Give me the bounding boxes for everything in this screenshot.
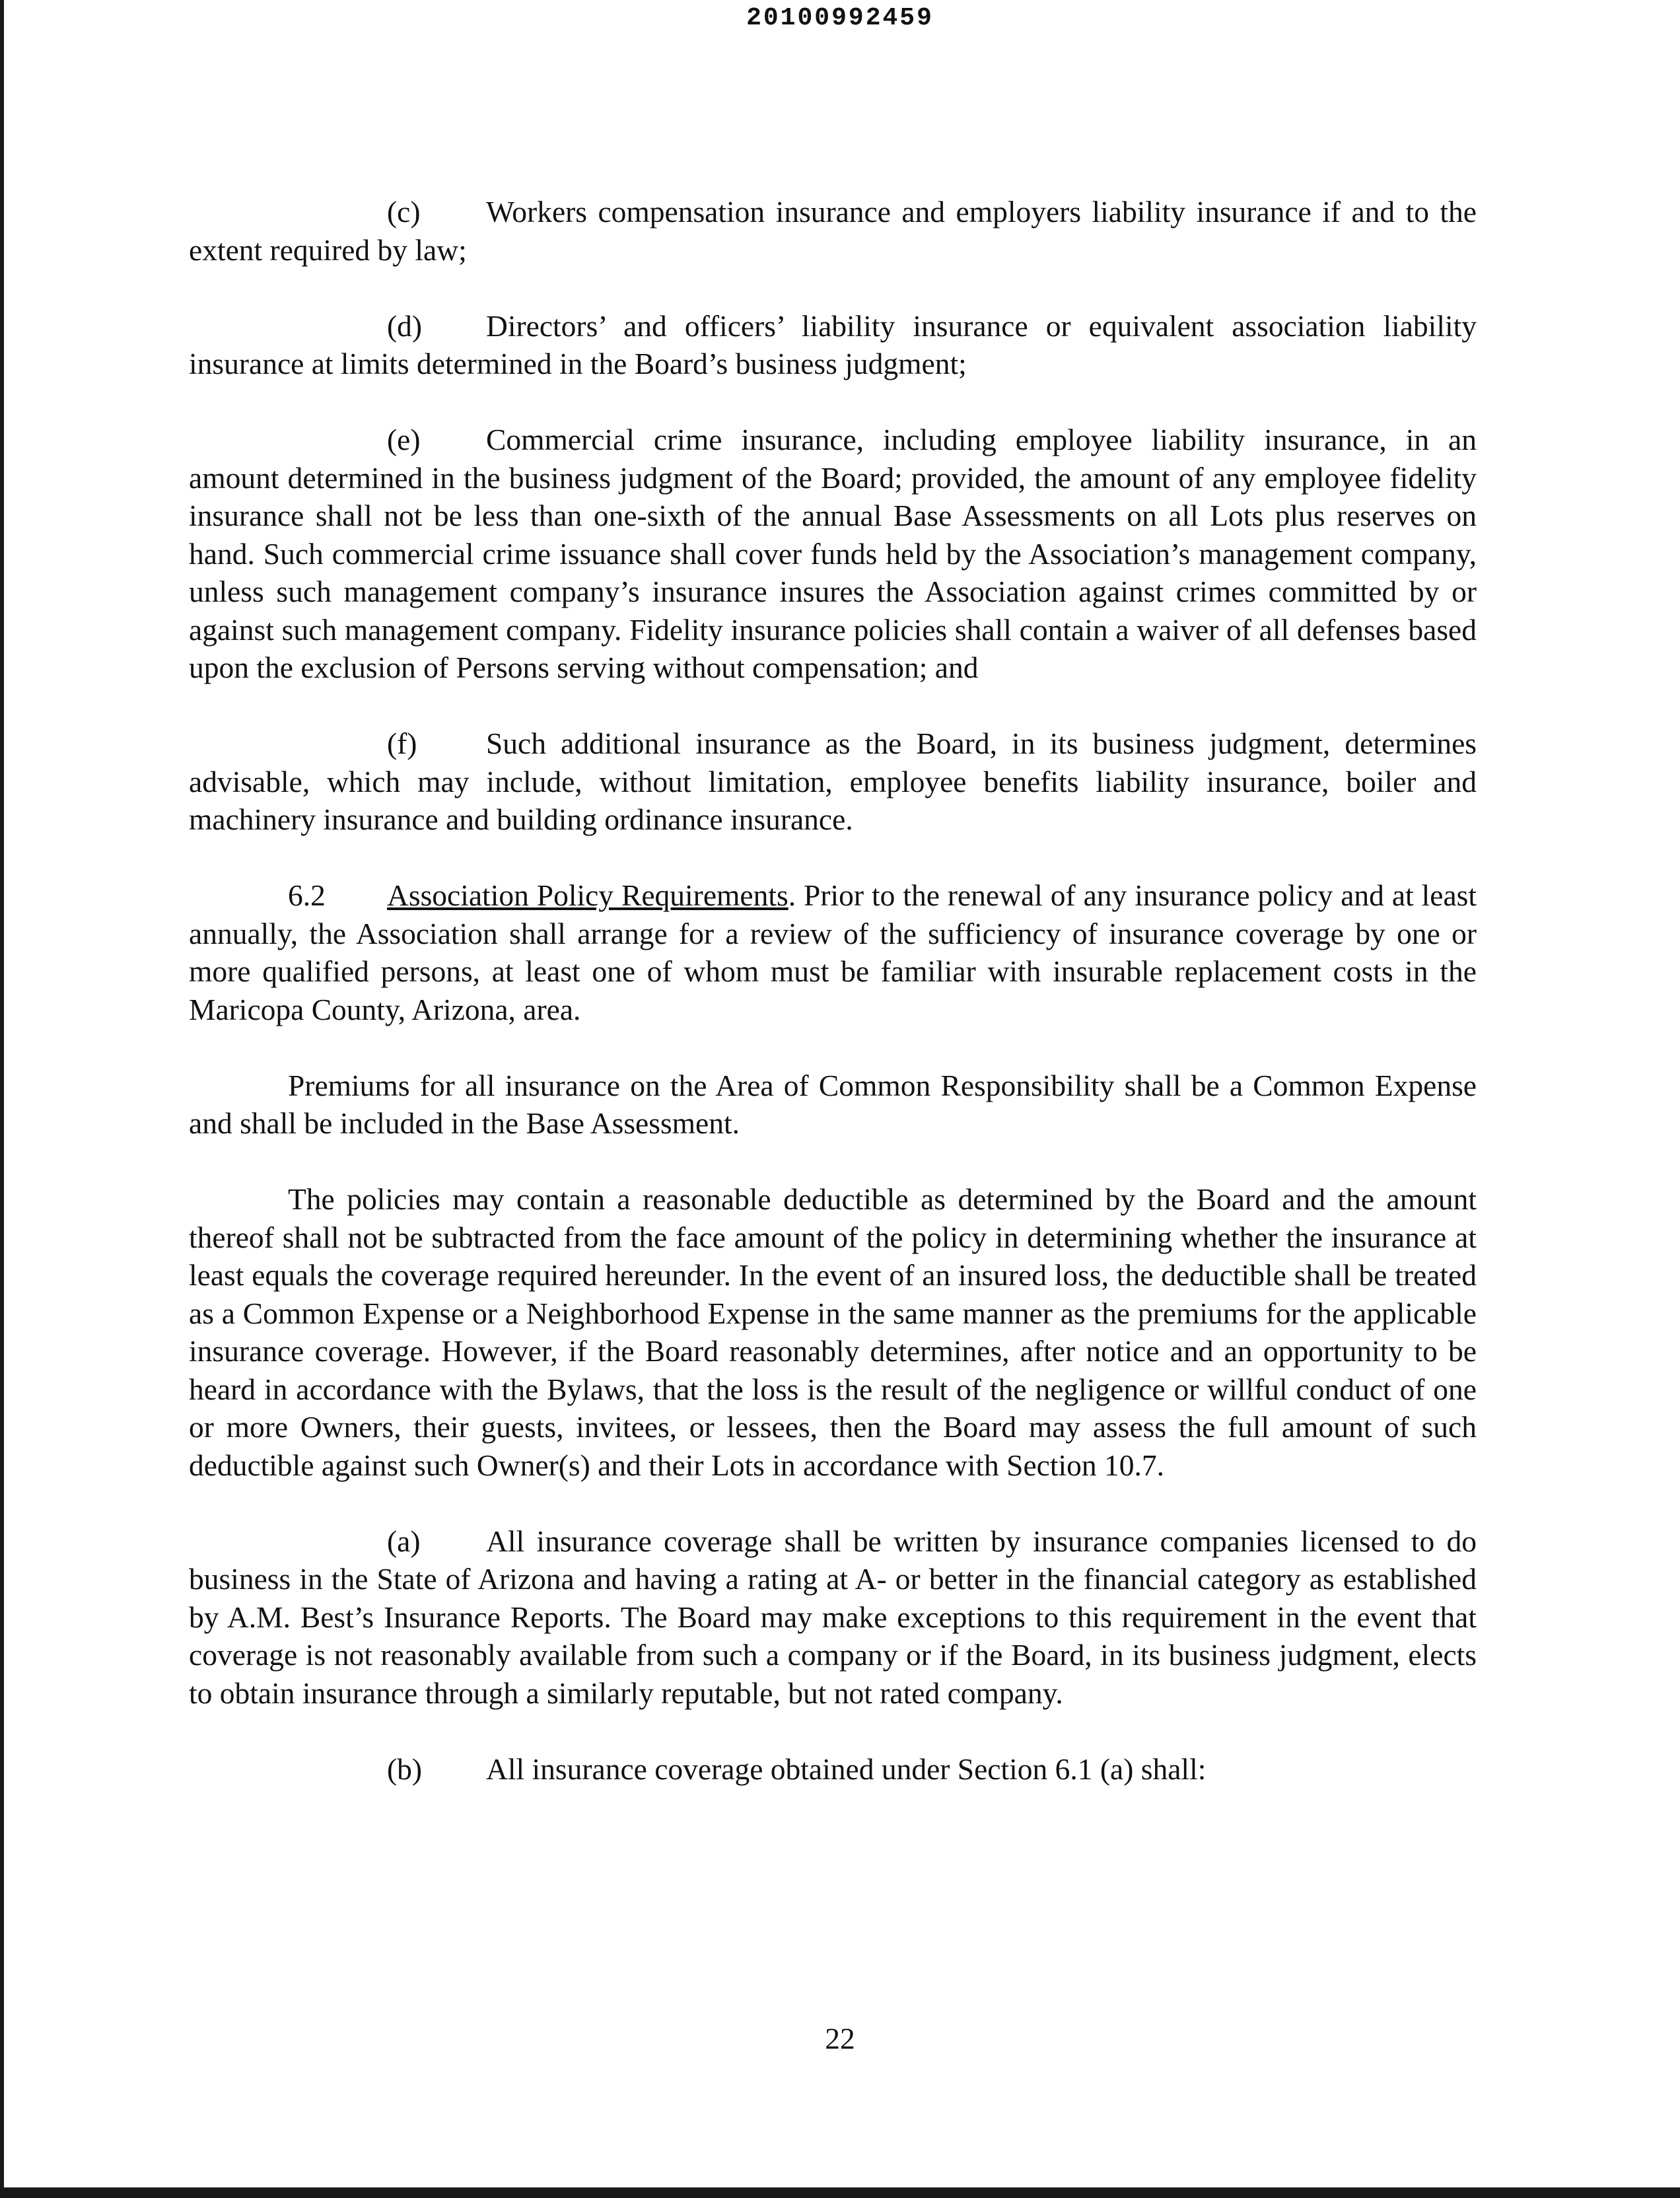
paragraph-label: (a) bbox=[387, 1524, 421, 1558]
paragraph-label: (e) bbox=[387, 423, 421, 456]
paragraph-text: Workers compensation insurance and employers liability insurance if and to the extent required by law; bbox=[189, 195, 1477, 267]
paragraph-label: (b) bbox=[387, 1752, 423, 1786]
document-body bbox=[189, 193, 1477, 1826]
paragraph-label: (d) bbox=[387, 308, 423, 343]
requirement-b bbox=[189, 1750, 1477, 1789]
page-number: 22 bbox=[825, 2022, 855, 2055]
paragraph-e bbox=[189, 421, 1477, 687]
paragraph-f bbox=[189, 725, 1477, 839]
section-number: 6.2 bbox=[288, 878, 326, 912]
paragraph-label: (f) bbox=[387, 727, 417, 760]
paragraph-text: Directors’ and officers’ liability insurance or equivalent association liability insurance at limits determined in the Board’s business judgment; bbox=[189, 308, 1477, 380]
paragraph-text: All insurance coverage shall be written by insurance companies licensed to do business in the State of Arizona and having a rating at A- or better in the financial category as established by A.M. Best’s Insurance Reports. The Board may make exceptions to this requirement in the event that coverage is not reasonably available from such a company or if the Board, in its business judgment, elects to obtain insurance through a similarly reputable, but not rated company. bbox=[189, 1524, 1477, 1710]
deductible-paragraph: The policies may contain a reasonable deductible as determined by the Board and the amount thereof shall not be subtracted from the face amount of the policy in determining whether the insurance at least equals the coverage required hereunder. In the event of an insured loss, the deductible shall be treated as a Common Expense or a Neighborhood Expense in the same manner as the premiums for the applicable insurance coverage. However, if the Board reasonably determines, after notice and an opportunity to be heard in accordance with the Bylaws, that the loss is the result of the negligence or willful conduct of one or more Owners, their guests, invitees, or lessees, then the Board may assess the full amount of such deductible against such Owner(s) and their Lots in accordance with Section 10.7. bbox=[189, 1182, 1477, 1482]
premiums-paragraph: Premiums for all insurance on the Area of Common Responsibility shall be a Common Expense and shall be included in the Base Assessment. bbox=[189, 1068, 1477, 1140]
scan-bottom-border bbox=[0, 2187, 1680, 2198]
paragraph-text: All insurance coverage obtained under Section 6.1 (a) shall: bbox=[486, 1752, 1207, 1786]
requirement-a bbox=[189, 1522, 1477, 1713]
scan-left-border bbox=[0, 0, 4, 2198]
paragraph-text: Such additional insurance as the Board, in its business judgment, determines advisable, which may include, without limitation, employee benefits liability insurance, boiler and machinery insurance and building ordinance insurance. bbox=[189, 727, 1477, 836]
section-heading: Association Policy Requirements bbox=[387, 878, 788, 912]
paragraph-c bbox=[189, 193, 1477, 269]
section-heading-end: . bbox=[788, 878, 796, 912]
recording-number: 20100992459 bbox=[746, 4, 934, 32]
paragraph-label: (c) bbox=[387, 195, 421, 229]
paragraph-d bbox=[189, 307, 1477, 383]
section-text: Prior to the renewal of any insurance policy and at least annually, the Association shall arrange for a review of the sufficiency of insurance coverage by one or more qualified persons, at least one of whom must be familiar with insurable replacement costs in the Maricopa County, Arizona, area. bbox=[189, 878, 1477, 1026]
section-6-2 bbox=[189, 876, 1477, 1028]
paragraph-text: Commercial crime insurance, including employee liability insurance, in an amount determined in the business judgment of the Board; provided, the amount of any employee fidelity insurance shall not be less than one-sixth of the annual Base Assessments on all Lots plus reserves on hand. Such commercial crime issuance shall cover funds held by the Association’s management company, unless such management company’s insurance insures the Association against crimes committed by or against such management company. Fidelity insurance policies shall contain a waiver of all defenses based upon the exclusion of Persons serving without compensation; and bbox=[189, 423, 1477, 684]
